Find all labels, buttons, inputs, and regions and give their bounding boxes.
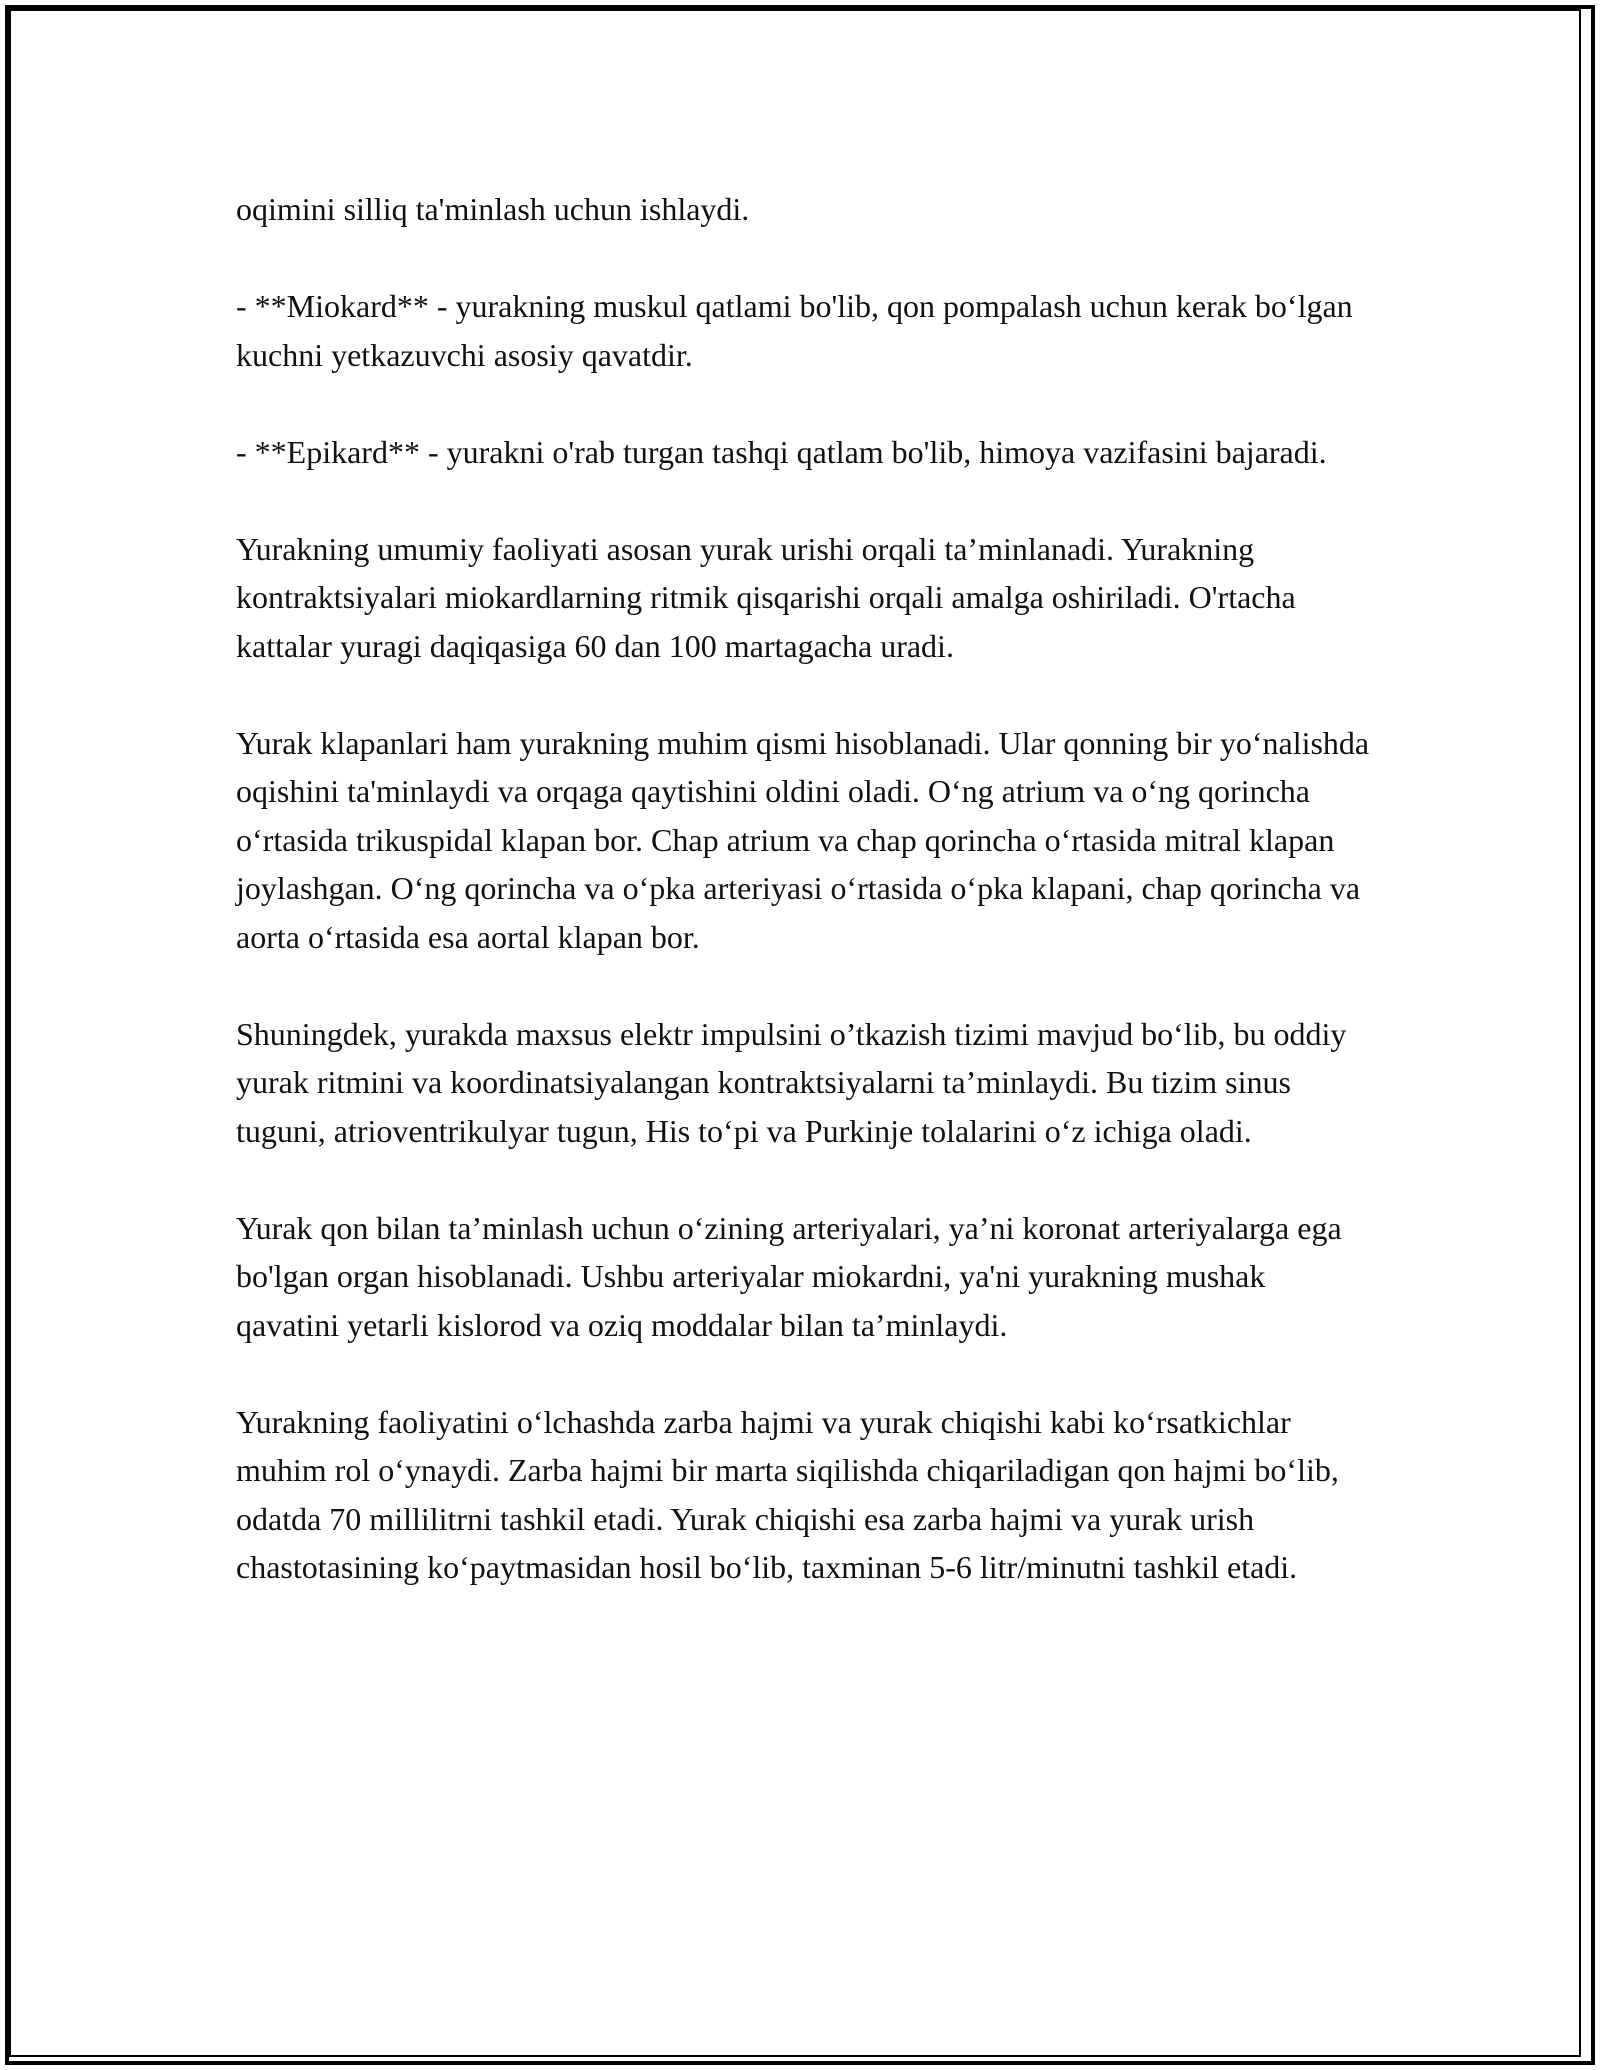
- paragraph-epikard: - **Epikard** - yurakni o'rab turgan tashqi qatlam bo'lib, himoya vazifasini bajaradi.: [236, 433, 1327, 470]
- paragraph-miokard: - **Miokard** - yurakning muskul qatlami bo'lib, qon pompalash uchun kerak bo‘lgan kuchni yetkazuvchi asosiy qavatdir.: [236, 288, 1353, 373]
- paragraph-heart-activity: Yurakning umumiy faoliyati asosan yurak urishi orqali ta’minlanadi. Yurakning kontraktsiyalari miokardlarning ritmik qisqarishi orqali amalga oshiriladi. O'rtacha kattalar yuragi daqiqasiga 60 dan 100 martagacha uradi.: [236, 530, 1296, 664]
- paragraph-heart-valves: Yurak klapanlari ham yurakning muhim qismi hisoblanadi. Ular qonning bir yo‘nalishda oqishini ta'minlaydi va orqaga qaytishini oldini oladi. O‘ng atrium va o‘ng qorincha o‘rtasida trikuspidal klapan bor. Chap atrium va chap qorincha o‘rtasida mitral klapan joylashgan. O‘ng qorincha va o‘pka arteriyasi o‘rtasida o‘pka klapani, chap qorincha va aorta o‘rtasida esa aortal klapan bor.: [236, 724, 1370, 955]
- paragraph-continuation: oqimini silliq ta'minlash uchun ishlaydi.: [236, 191, 750, 227]
- paragraph-cardiac-output: Yurakning faoliyatini o‘lchashda zarba hajmi va yurak chiqishi kabi ko‘rsatkichlar muhim rol o‘ynaydi. Zarba hajmi bir marta siqilishda chiqariladigan qon hajmi bo‘lib, odatda 70 millilitrni tashkil etadi. Yurak chiqishi esa zarba hajmi va yurak urish chastotasining ko‘paytmasidan hosil bo‘lib, taxminan 5-6 litr/minutni tashkil etadi.: [236, 1403, 1339, 1585]
- document-body: [236, 185, 1370, 1592]
- paragraph-coronary-arteries: Yurak qon bilan ta’minlash uchun o‘zining arteriyalari, ya’ni koronat arteriyalarga ega bo'lgan organ hisoblanadi. Ushbu arteriyalar miokardni, ya'ni yurakning mushak qavatini yetarli kislorod va oziq moddalar bilan ta’minlaydi.: [236, 1209, 1342, 1343]
- paragraph-conduction-system: Shuningdek, yurakda maxsus elektr impulsini o’tkazish tizimi mavjud bo‘lib, bu oddiy yurak ritmini va koordinatsiyalangan kontraktsiyalarni ta’minlaydi. Bu tizim sinus tuguni, atrioventrikulyar tugun, His to‘pi va Purkinje tolalarini o‘z ichiga oladi.: [236, 1015, 1347, 1149]
